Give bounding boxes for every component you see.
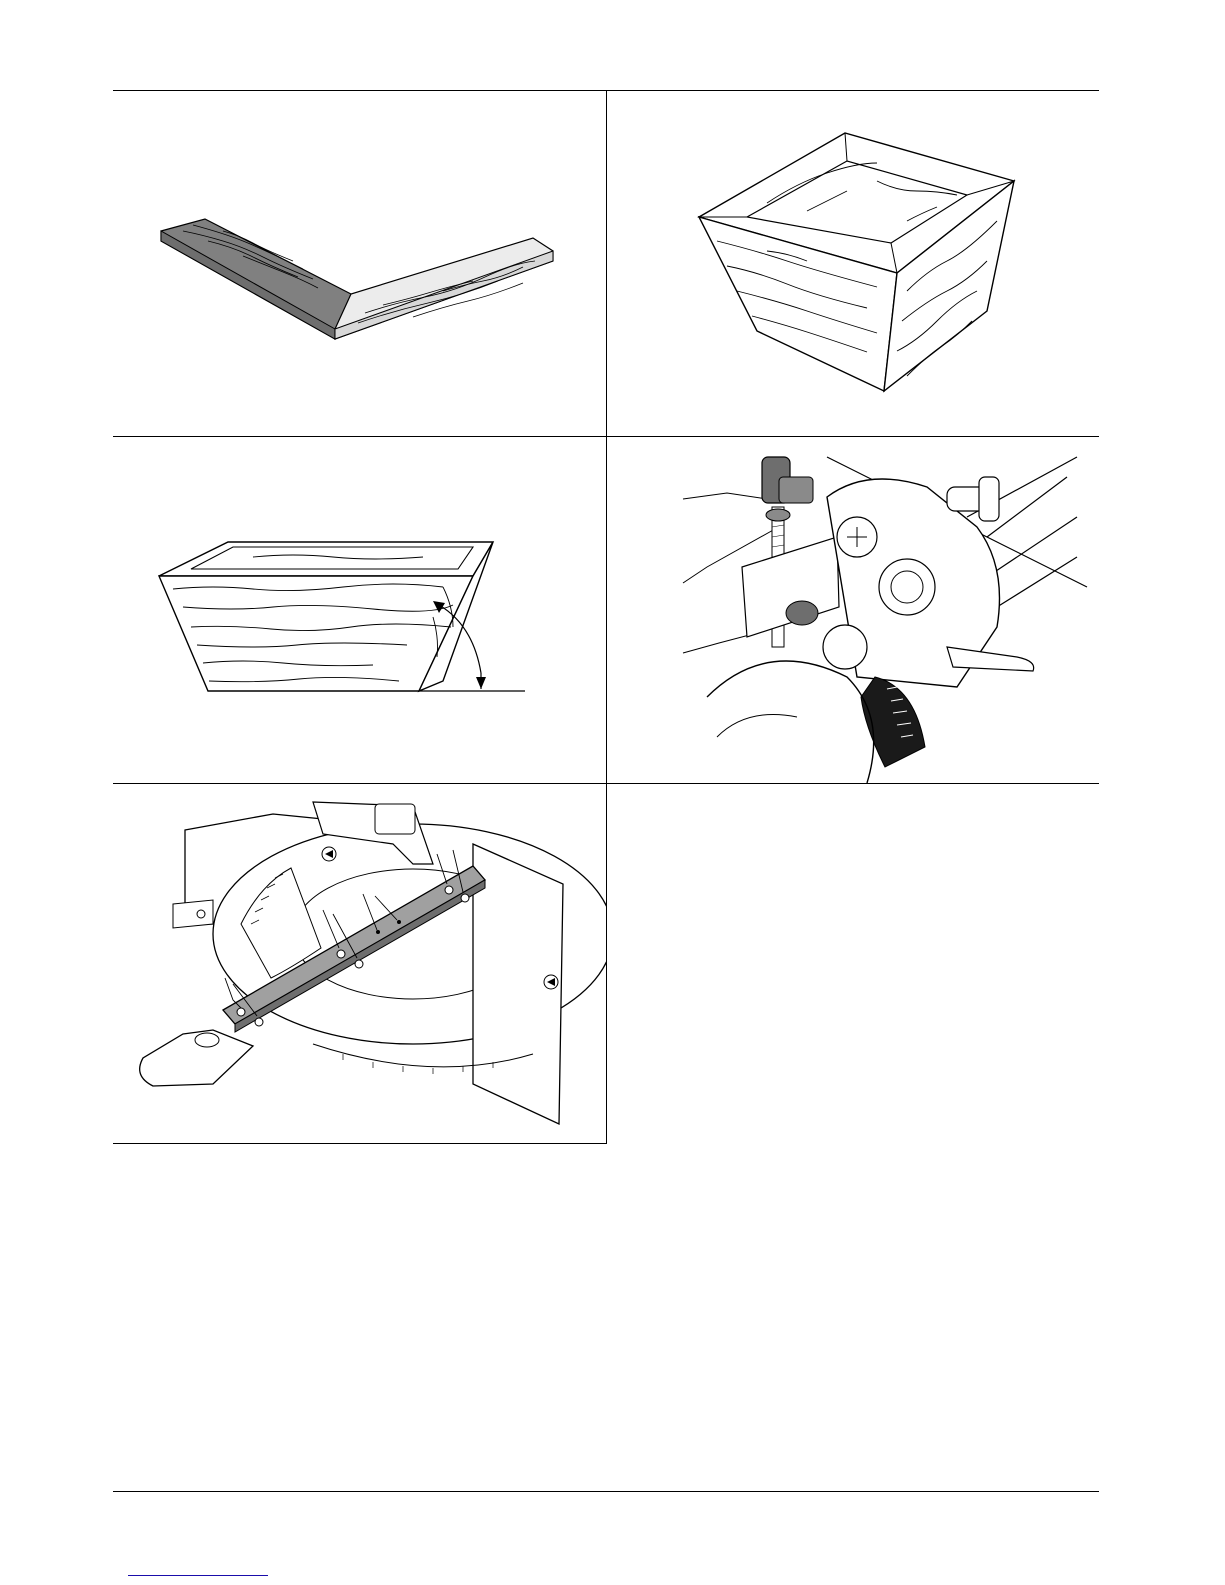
figure-tapered-box-angle <box>113 437 606 783</box>
miter-joint-illustration <box>113 91 606 436</box>
bevel-box-illustration <box>607 91 1099 436</box>
figure-bevel-stop-adjust <box>607 437 1099 783</box>
compound-angle-box-illustration <box>113 437 606 783</box>
figure-square-box <box>607 91 1099 436</box>
footer-link-underline <box>128 1575 268 1576</box>
figure-fence-screws <box>113 784 606 1143</box>
figure-miter-joint <box>113 91 606 436</box>
footer-rule <box>113 1491 1099 1492</box>
miter-saw-fence-illustration <box>113 784 606 1143</box>
bottom-left-rule <box>113 1143 607 1144</box>
bevel-stop-screw-illustration <box>607 437 1099 783</box>
